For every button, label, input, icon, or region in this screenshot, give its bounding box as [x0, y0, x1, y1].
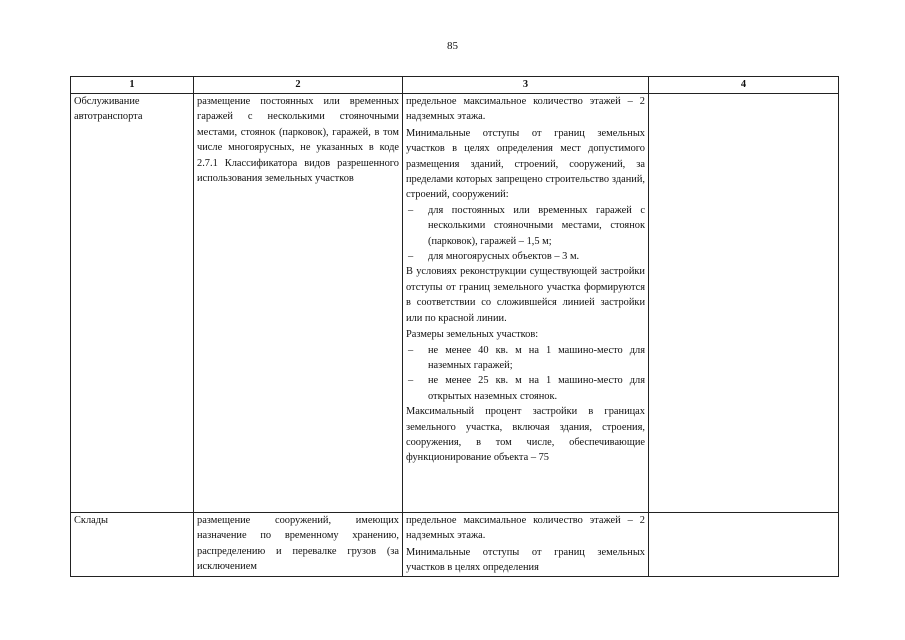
- list-item: [406, 343, 645, 374]
- use-name-cell: Обслуживание автотранспорта: [71, 94, 194, 513]
- floors-text: предельное максимальное количество этажей – 2 надземных этажа.: [406, 515, 645, 542]
- notes-cell: [649, 513, 839, 577]
- list-item-text: не менее 40 кв. м на 1 машино-место для наземных гаражей;: [428, 344, 645, 371]
- list-item: [406, 373, 645, 404]
- table-header-row: [71, 77, 839, 94]
- dash-marker: –: [408, 344, 414, 356]
- parameters-cell: [403, 513, 649, 577]
- coverage-text: Максимальный процент застройки в границах земельного участка, включая здания, строения, сооружения, в том числе, обеспечивающие функционирование объекта – 75: [406, 406, 645, 464]
- notes-cell: [649, 94, 839, 513]
- sizes-intro-text: Размеры земельных участков:: [406, 329, 539, 341]
- column-header-2: 2: [194, 77, 403, 94]
- page-number: 85: [447, 40, 458, 52]
- column-header-3: 3: [403, 77, 649, 94]
- use-description-cell: размещение постоянных или временных гаражей с несколькими стояночными местами, стоянок (парковок), гаражей, в том числе многоярусных, не указанных в коде 2.7.1 Классификатора видов разрешенного использования земельных участков: [194, 94, 403, 513]
- list-item-text: для многоярусных объектов – 3 м.: [428, 251, 580, 263]
- reconstruction-text: В условиях реконструкции существующей застройки отступы от границ земельного участка формируются в соответствии со сложившейся линией застройки или по красной линии.: [406, 266, 645, 324]
- regulations-table: [70, 76, 839, 577]
- table-row: [71, 94, 839, 513]
- parameters-cell: [403, 94, 649, 513]
- list-item-text: для постоянных или временных гаражей с несколькими стояночными местами, стоянок (парковок), гаражей – 1,5 м;: [428, 204, 645, 247]
- column-header-4: 4: [649, 77, 839, 94]
- setbacks-intro-text: Минимальные отступы от границ земельных участков в целях определения мест допустимого размещения зданий, строений, сооружений, за пределами которых запрещено строительство зданий, строений, сооружений:: [406, 127, 645, 201]
- list-item: [406, 249, 645, 264]
- setbacks-intro-text: Минимальные отступы от границ земельных участков в целях определения: [406, 546, 645, 574]
- dash-marker: –: [408, 251, 414, 263]
- dash-marker: –: [408, 204, 414, 216]
- floors-text: предельное максимальное количество этажей – 2 надземных этажа.: [406, 96, 645, 123]
- list-item: [406, 203, 645, 249]
- list-item-text: не менее 25 кв. м на 1 машино-место для открытых наземных стоянок.: [428, 375, 645, 402]
- use-name-cell: Склады: [71, 513, 194, 577]
- table-row: [71, 513, 839, 577]
- column-header-1: 1: [71, 77, 194, 94]
- dash-marker: –: [408, 375, 414, 387]
- use-description-cell: размещение сооружений, имеющих назначение по временному хранению, распределению и перевалке грузов (за исключением: [194, 513, 403, 577]
